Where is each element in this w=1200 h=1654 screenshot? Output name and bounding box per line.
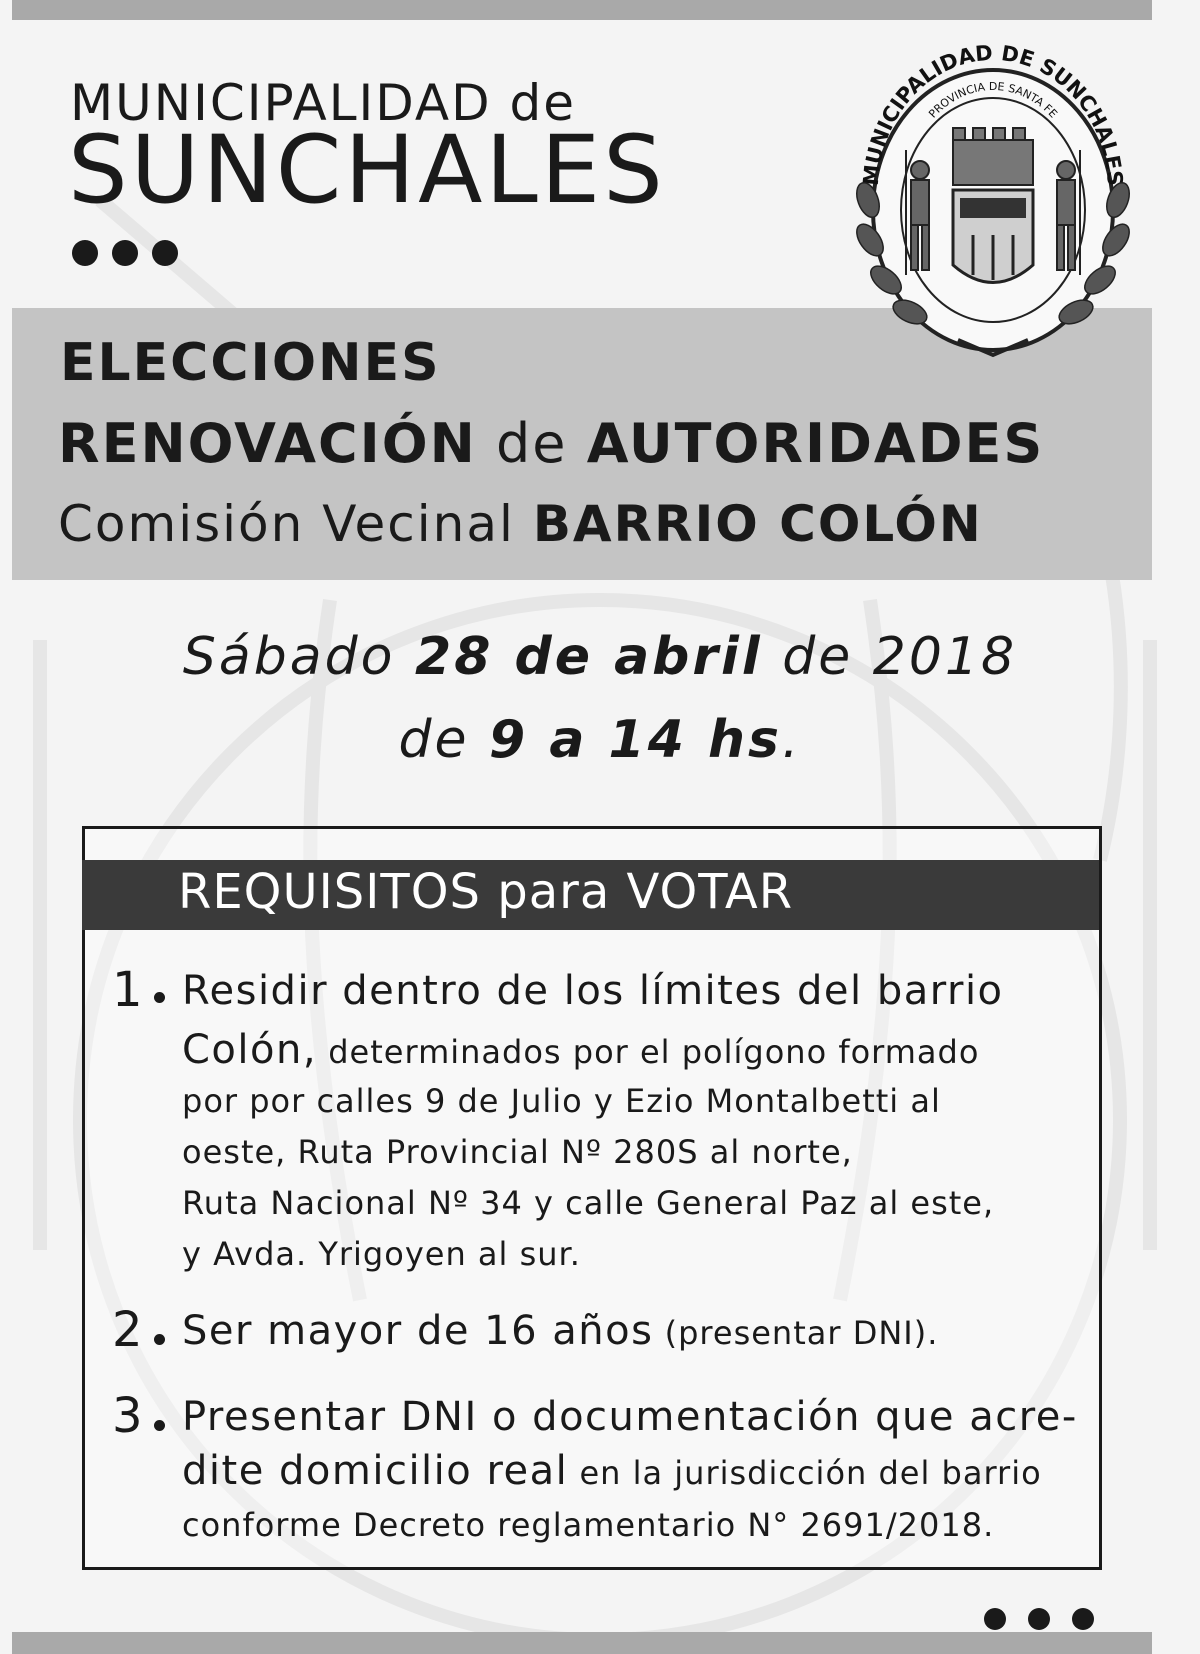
election-date [0,627,1200,687]
requirement-1-line-3: por por calles 9 de Julio y Ezio Montalbetti al [182,1082,941,1120]
requirement-2-paren: (presentar DNI). [664,1314,939,1352]
requirement-number-1: 1 [112,962,143,1018]
subtitle-autoridades: AUTORIDADES [586,412,1045,475]
city-name: SUNCHALES [68,116,666,225]
time-range: 9 a 14 hs [489,710,782,770]
bottom-border-bar [12,1632,1152,1654]
requirement-3-emphasis: dite domicilio real [182,1448,569,1494]
commission-name: Comisión Vecinal [58,495,515,553]
time-period: . [781,710,802,770]
requirement-3-line-3: conforme Decreto reglamentario N° 2691/2018. [182,1506,995,1544]
election-time [0,710,1200,770]
election-title: ELECCIONES [60,333,441,393]
requirement-1-line-5: Ruta Nacional Nº 34 y calle General Paz al este, [182,1184,995,1222]
commission-line [58,495,983,553]
date-day-month: 28 de abril [415,627,763,687]
requirement-3-line-1: Presentar DNI o documentación que acre- [182,1394,1078,1440]
requirement-number-2: 2 [112,1302,143,1358]
municipal-seal-logo [848,40,1138,370]
requirement-2-line [182,1306,938,1359]
requirement-1-line-6: y Avda. Yrigoyen al sur. [182,1235,581,1273]
requirement-number-3: 3 [112,1388,143,1444]
requirement-1-line-2-rest: determinados por el polígono formado [328,1033,980,1071]
requirements-title-c: VOTAR [626,864,794,920]
bullet-dot [154,1334,165,1345]
day-name: Sábado [182,627,396,687]
municipality-word: MUNICIPALIDAD [70,74,492,132]
svg-text:MUNICIPALIDAD DE SUNCHALES: MUNICIPALIDAD DE SUNCHALES [858,40,1128,187]
requirements-title-a: REQUISITOS [178,864,481,920]
decorative-dots-bottom [984,1608,1116,1634]
date-year: de 2018 [782,627,1018,687]
election-subtitle [58,412,1044,475]
svg-text:PROVINCIA DE SANTA FE: PROVINCIA DE SANTA FE [926,79,1060,121]
municipality-de: de [509,74,577,132]
decorative-dots-top [72,240,192,270]
requirement-3-line-2 [182,1446,1042,1499]
bullet-dot [154,1420,165,1431]
subtitle-de: de [496,412,568,475]
requirement-1-colon-word: Colón, [182,1027,318,1073]
requirement-1-line-4: oeste, Ruta Provincial Nº 280S al norte, [182,1133,853,1171]
bullet-dot [154,992,165,1003]
requirement-1-line-2 [182,1025,979,1078]
requirements-title [178,864,793,920]
requirement-2-main: Ser mayor de 16 años [182,1308,654,1354]
subtitle-renovacion: RENOVACIÓN [58,412,477,475]
neighborhood-name: BARRIO COLÓN [532,495,983,553]
time-de: de [398,710,470,770]
requirement-3-line-2-rest: en la jurisdicción del barrio [579,1454,1042,1492]
requirement-1-line-1: Residir dentro de los límites del barrio [182,968,1004,1014]
requirements-title-b: para [497,864,611,920]
top-border-bar [12,0,1152,20]
